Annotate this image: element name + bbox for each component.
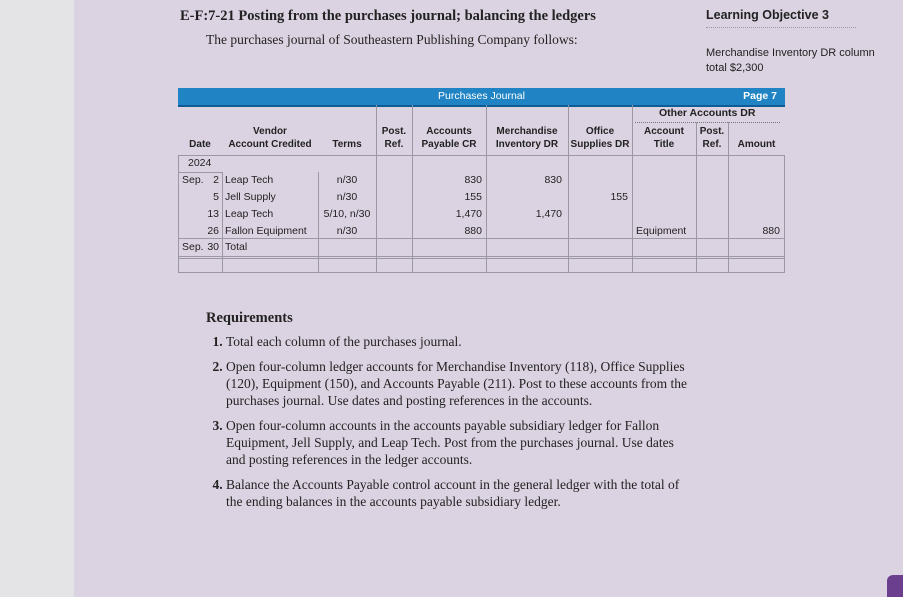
row-day: 5 <box>213 191 219 203</box>
grid-line <box>178 155 179 273</box>
grid-line <box>178 256 785 257</box>
grid-line <box>412 105 413 273</box>
total-label: Total <box>225 241 248 253</box>
left-margin-strip <box>0 0 74 597</box>
row-accounts-payable: 880 <box>464 225 482 237</box>
grid-line <box>178 172 222 173</box>
header-merchandise-inventory-line2: Inventory DR <box>495 139 559 150</box>
margin-note-line-2: total $2,300 <box>706 62 764 74</box>
requirement-item: 2. Open four-column ledger accounts for Merchandise Inventory (118), Office Supplies (120), Equipment (150), and Accounts Payable (211). Post to these accounts from the purchases journal. Use dates and posting references in the accounts. <box>226 358 696 409</box>
journal-title: Purchases Journal <box>438 90 525 102</box>
row-merchandise-inventory: 830 <box>544 174 562 186</box>
header-post-ref-line2: Ref. <box>384 139 404 150</box>
grid-line <box>632 105 633 273</box>
row-terms: n/30 <box>336 174 358 186</box>
other-accounts-divider <box>635 122 780 123</box>
purchases-journal <box>178 88 785 274</box>
grid-line <box>696 122 697 273</box>
row-account-title: Equipment <box>636 225 687 237</box>
requirements-section <box>206 310 696 518</box>
requirement-item: 4. Balance the Accounts Payable control account in the general ledger with the total of the ending balances in the accounts payable subsidiary ledger. <box>226 476 696 510</box>
grid-line <box>178 238 785 239</box>
grid-line <box>178 155 785 156</box>
row-vendor: Jell Supply <box>225 191 276 203</box>
header-account-title-line1: Account <box>644 126 684 137</box>
row-amount: 880 <box>762 225 780 237</box>
total-month: Sep. <box>182 241 204 253</box>
row-month: Sep. <box>182 174 204 186</box>
row-terms: 5/10, n/30 <box>323 208 371 220</box>
grid-line <box>568 105 569 273</box>
row-day: 13 <box>207 208 219 220</box>
grid-line <box>486 105 487 273</box>
grid-line <box>222 172 223 273</box>
grid-line <box>178 272 785 273</box>
total-day: 30 <box>207 241 219 253</box>
row-accounts-payable: 1,470 <box>455 208 482 220</box>
row-day: 2 <box>213 174 219 186</box>
row-merchandise-inventory: 1,470 <box>535 208 562 220</box>
margin-note-line-1: Merchandise Inventory DR column <box>706 47 875 59</box>
margin-note <box>706 46 875 76</box>
grid-line <box>376 105 377 273</box>
header-office-supplies-line2: Supplies DR <box>570 139 630 150</box>
grid-line <box>178 258 785 259</box>
requirements-heading: Requirements <box>206 310 293 326</box>
grid-line <box>318 172 319 273</box>
exercise-intro: The purchases journal of Southeastern Publishing Company follows: <box>206 32 578 47</box>
journal-title-bar <box>178 88 785 107</box>
header-merchandise-inventory-line1: Merchandise <box>496 126 558 137</box>
header-amount: Amount <box>737 139 776 150</box>
journal-year: 2024 <box>188 157 212 169</box>
header-account-title-line2: Title <box>653 139 675 150</box>
header-post-ref-line1: Post. <box>381 126 407 137</box>
row-day: 26 <box>207 225 219 237</box>
header-office-supplies-line1: Office <box>585 126 615 137</box>
row-accounts-payable: 155 <box>464 191 482 203</box>
requirements-list <box>206 333 696 510</box>
corner-tab[interactable] <box>887 575 903 597</box>
exercise-title: E-F:7-21 Posting from the purchases journal; balancing the ledgers <box>180 8 596 24</box>
learning-objective: Learning Objective 3 <box>706 8 829 22</box>
grid-line <box>784 155 785 273</box>
row-vendor: Leap Tech <box>225 174 274 186</box>
row-terms: n/30 <box>336 225 358 237</box>
row-terms: n/30 <box>336 191 358 203</box>
header-other-post-ref-line2: Ref. <box>702 139 722 150</box>
row-accounts-payable: 830 <box>464 174 482 186</box>
header-other-post-ref-line1: Post. <box>699 126 725 137</box>
other-accounts-header: Other Accounts DR <box>659 107 756 119</box>
header-date: Date <box>189 139 211 150</box>
header-terms: Terms <box>332 139 362 150</box>
row-vendor: Leap Tech <box>225 208 274 220</box>
header-accounts-payable-line1: Accounts <box>426 126 472 137</box>
learning-objective-divider <box>706 27 856 28</box>
requirement-item: 1. Total each column of the purchases journal. <box>226 333 696 350</box>
requirement-item: 3. Open four-column accounts in the accounts payable subsidiary ledger for Fallon Equipment, Jell Supply, and Leap Tech. Post from the purchases journal. Use dates and posting references in the ledger accounts. <box>226 417 696 468</box>
row-vendor: Fallon Equipment <box>225 225 307 237</box>
header-vendor-line2: Account Credited <box>228 139 312 150</box>
header-accounts-payable-line2: Payable CR <box>421 139 477 150</box>
journal-page-number: Page 7 <box>743 90 777 102</box>
grid-line <box>728 122 729 273</box>
row-office-supplies: 155 <box>610 191 628 203</box>
header-vendor-line1: Vendor <box>253 126 287 137</box>
